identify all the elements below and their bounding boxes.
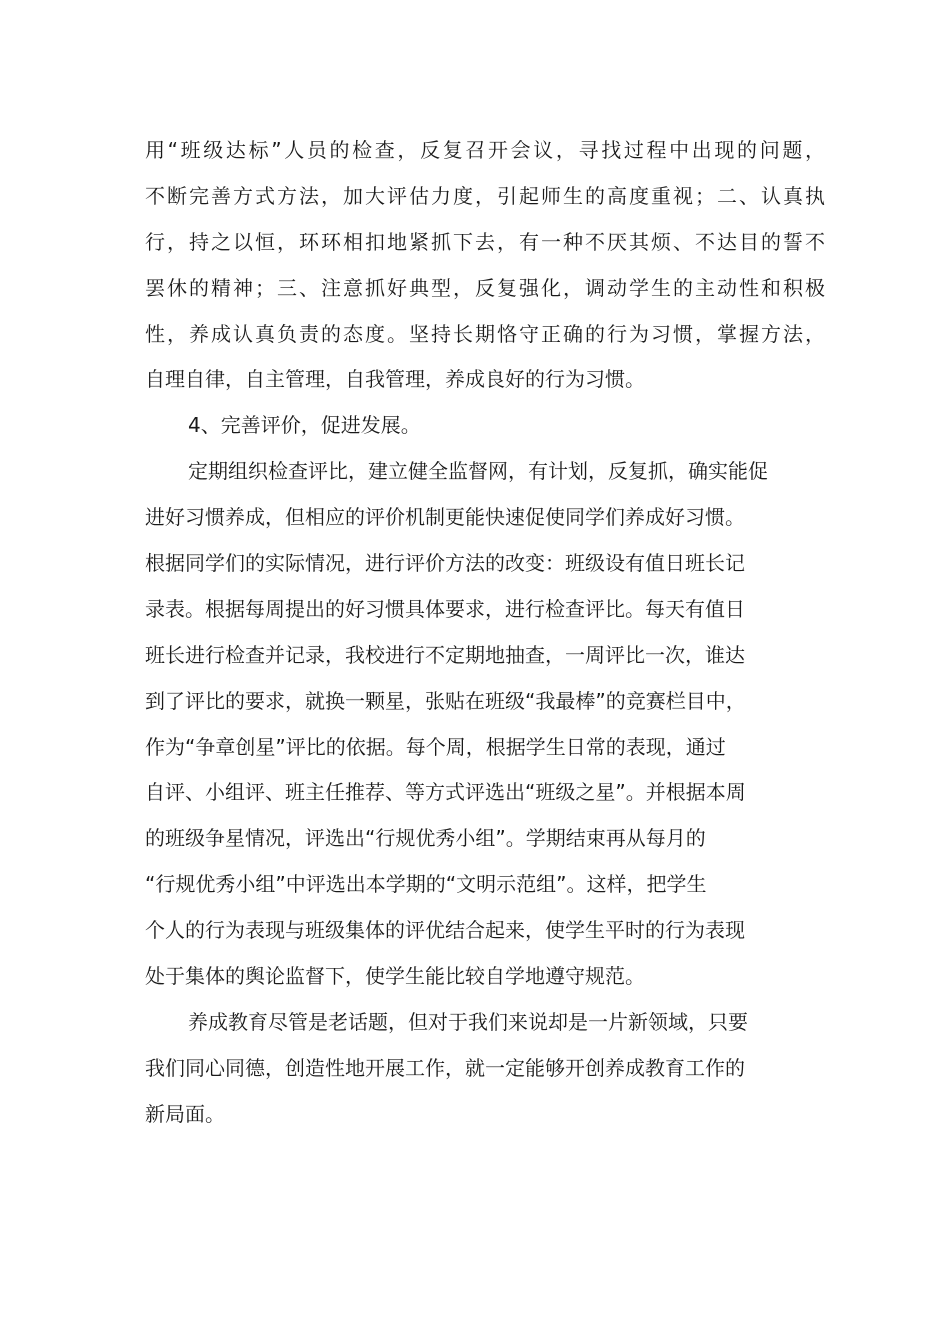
text-line: 不断完善方式方法，加大评估力度，引起师生的高度重视；二、认真执: [145, 183, 825, 208]
text-line: “行规优秀小组”中评选出本学期的“文明示范组”。这样，把学生: [145, 872, 707, 897]
text-line: 录表。根据每周提出的好习惯具体要求，进行检查评比。每天有值日: [145, 596, 745, 621]
text-line: 根据同学们的实际情况，进行评价方法的改变：班级设有值日班长记: [145, 551, 745, 576]
text-line: 性，养成认真负责的态度。坚持长期恪守正确的行为习惯，掌握方法，: [145, 321, 825, 346]
section-heading: 4、完善评价，促进发展。: [188, 413, 421, 438]
text-line: 处于集体的舆论监督下，使学生能比较自学地遵守规范。: [145, 964, 645, 989]
text-line: 我们同心同德，创造性地开展工作，就一定能够开创养成教育工作的: [145, 1055, 745, 1080]
text-line: 自评、小组评、班主任推荐、等方式评选出“班级之星”。并根据本周: [145, 780, 746, 805]
text-line: 个人的行为表现与班级集体的评优结合起来，使学生平时的行为表现: [145, 918, 745, 943]
text-line: 到了评比的要求，就换一颗星，张贴在班级“我最棒”的竞赛栏目中，: [145, 688, 746, 713]
text-line: 养成教育尽管是老话题，但对于我们来说却是一片新领域，只要: [188, 1009, 748, 1034]
text-line: 罢休的精神；三、注意抓好典型，反复强化，调动学生的主动性和积极: [145, 275, 825, 300]
document-body: [145, 128, 825, 1138]
text-line: 用“班级达标”人员的检查，反复召开会议，寻找过程中出现的问题，: [145, 138, 825, 162]
text-line: 行，持之以恒，环环相扣地紧抓下去，有一种不厌其烦、不达目的誓不: [145, 229, 825, 254]
text-line: 自理自律，自主管理，自我管理，养成良好的行为习惯。: [145, 367, 645, 392]
text-line: 新局面。: [145, 1101, 225, 1126]
text-line: 进好习惯养成，但相应的评价机制更能快速促使同学们养成好习惯。: [145, 505, 745, 530]
text-line: 定期组织检查评比，建立健全监督网，有计划，反复抓，确实能促: [188, 459, 768, 484]
text-line: 班长进行检查并记录，我校进行不定期地抽查，一周评比一次，谁达: [145, 642, 745, 667]
text-line: 作为“争章创星”评比的依据。每个周，根据学生日常的表现，通过: [145, 734, 726, 759]
text-line: 的班级争星情况，评选出“行规优秀小组”。学期结束再从每月的: [145, 826, 706, 851]
